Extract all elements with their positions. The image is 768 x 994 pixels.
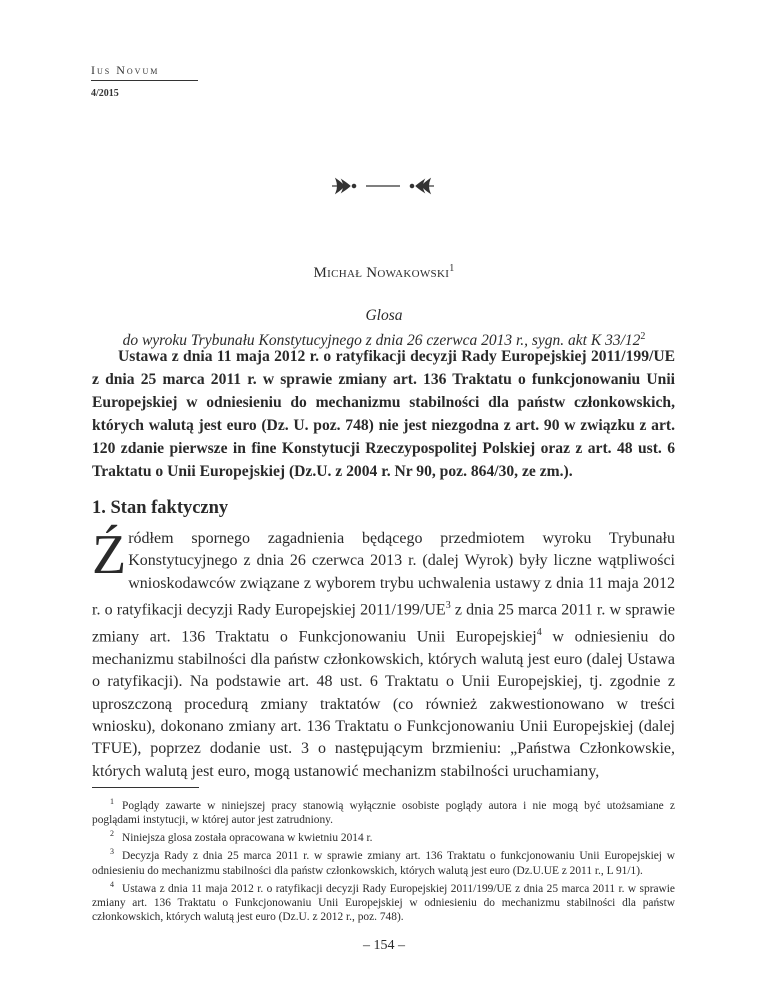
footnote-number: 1	[110, 797, 114, 806]
author-footnote-ref: 1	[449, 263, 455, 274]
abstract-thesis: Ustawa z dnia 11 maja 2012 r. o ratyfikacji decyzji Rady Europejskiej 2011/199/UE z dnia 25 marca 2011 r. w sprawie zmiany art. 136 Traktatu o funkcjonowaniu Unii Europejskiej w odniesieniu do mechanizmu stabilności dla państw członkowskich, których walutą jest euro (Dz. U. poz. 748) nie jest niezgodna z art. 90 w związku z art. 120 zdanie pierwsze in fine Konstytucji Rzeczypospolitej Polskiej oraz z art. 48 ust. 6 Traktatu o Unii Europejskiej (Dz.U. z 2004 r. Nr 90, poz. 864/30, ze zm.).	[92, 348, 675, 480]
author-name	[0, 263, 768, 282]
body-text	[92, 524, 676, 783]
footnote-number: 2	[110, 829, 114, 839]
body-part-2: z dnia 25 marca 2011 r. w sprawie zmiany art. 136 Traktatu o Funkcjonowaniu Unii Europejskiej	[92, 601, 675, 646]
drop-cap: Ź	[92, 524, 127, 586]
footnote	[92, 845, 675, 877]
footnote-text: Ustawa z dnia 11 maja 2012 r. o ratyfikacji decyzji Rady Europejskiej 2011/199/UE z dnia 25 marca 2011 r. w sprawie zmiany art. 136 Traktatu o Funkcjonowaniu Unii Europejskiej w odniesieniu do mechanizmu stabilności dla państw członkowskich, których walutą jest euro (Dz.U. z 2012 r., poz. 748).	[92, 882, 675, 924]
footnote	[92, 878, 675, 925]
title-line-1: Glosa	[365, 307, 403, 324]
journal-name: Ius Novum	[91, 63, 160, 77]
issue-number: 4/2015	[91, 88, 119, 99]
fleuron-divider-icon	[330, 176, 436, 196]
body-part-3: w odniesieniu do mechanizmu stabilności dla państw członkowskich, których walutą jest euro (dalej Ustawa o ratyfikacji). Na podstawie art. 48 ust. 6 Traktatu o Unii Europejskiej, tj. zgodnie z uproszczoną procedurą zmiany traktatów (co również zakwestionowano w treści wniosku), dokonano zmiany art. 136 Traktatu o Funkcjonowaniu Unii Europejskiej (dalej TFUE), poprzez dodanie ust. 3 o następującym brzmieniu: „Państwa Członkowskie, których walutą jest euro, mogą ustanowić mechanizm stabilności uruchamiany,	[92, 628, 676, 780]
footnote-ref-4: 4	[536, 626, 542, 638]
footnote-text: Poglądy zawarte w niniejszej pracy stanowią wyłącznie osobiste poglądy autora i nie mogą być utożsamiane z poglądami instytucji, w której autor jest zatrudniony.	[92, 799, 675, 827]
footnote	[92, 827, 675, 845]
page-number: – 154 –	[363, 938, 405, 953]
footnote-number: 3	[110, 847, 114, 857]
footnote-text: Niniejsza glosa została opracowana w kwietniu 2014 r.	[122, 832, 373, 845]
footnote-ref-3: 3	[445, 600, 451, 612]
title-line-2-text: do wyroku Trybunału Konstytucyjnego z dnia 26 czerwca 2013 r., sygn. akt K 33/12	[122, 332, 641, 350]
footnotes	[92, 795, 675, 925]
footnote-number: 4	[110, 879, 114, 889]
title-footnote-ref: 2	[640, 331, 646, 342]
body-part-1: ródłem spornego zagadnienia będącego przedmiotem wyroku Trybunału Konstytucyjnego z dnia 26 czerwca 2013 r. (dalej Wyrok) były liczne wątpliwości wnioskodawców związane z wyborem trybu uchwalenia ustawy z dnia 11 maja 2012 r. o ratyfikacji decyzji Rady Europejskiej 2011/199/UE	[92, 530, 675, 619]
footnote	[92, 795, 675, 827]
author-name-text: Michał Nowakowski	[313, 265, 450, 281]
header-rule	[91, 80, 198, 81]
footnote-text: Decyzja Rady z dnia 25 marca 2011 r. w sprawie zmiany art. 136 Traktatu o funkcjonowaniu Unii Europejskiej w odniesieniu do mechanizmu stabilności dla państw członkowskich, których walutą jest euro (Dz.U.UE z 2011 r., L 91/1).	[92, 850, 675, 877]
section-heading: 1. Stan faktyczny	[92, 498, 229, 518]
footnote-rule	[92, 787, 199, 788]
